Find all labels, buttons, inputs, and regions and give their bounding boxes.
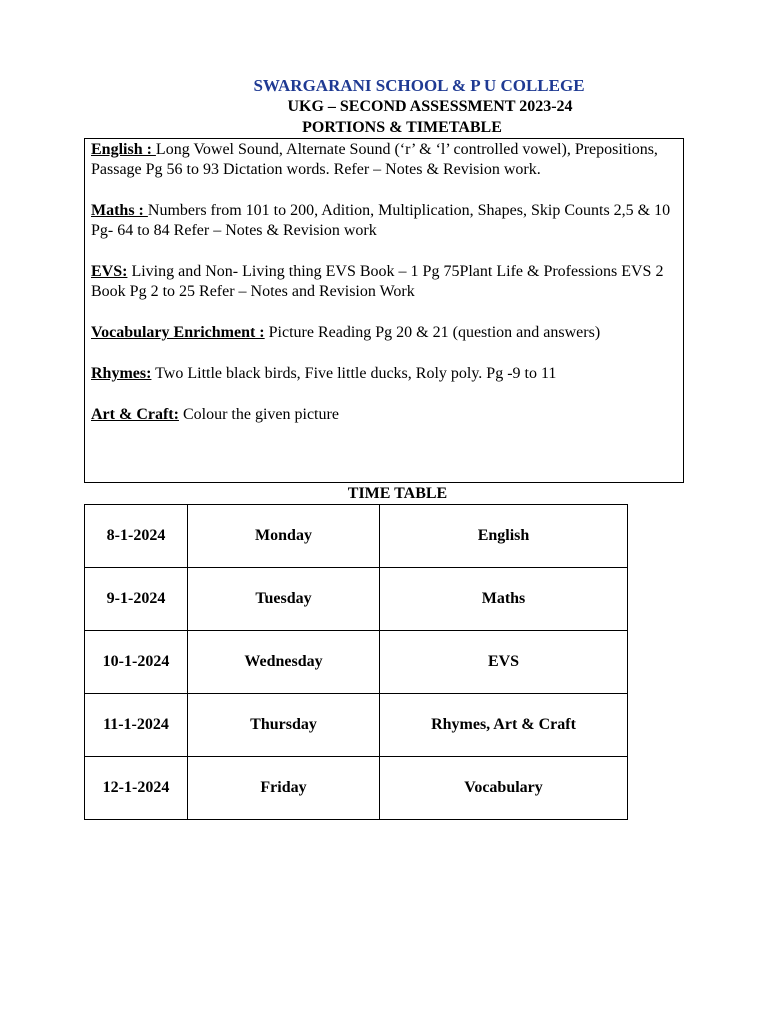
portion-text: Picture Reading Pg 20 & 21 (question and answers) xyxy=(264,324,601,341)
timetable xyxy=(84,504,628,820)
subject-cell: Maths xyxy=(380,568,628,631)
date-cell: 12-1-2024 xyxy=(85,757,188,820)
table-row xyxy=(85,694,628,757)
portion-text: Long Vowel Sound, Alternate Sound (‘r’ & ‘l’ controlled vowel), Prepositions, Passage Pg 56 to 93 Dictation words. Refer – Notes & Revision work. xyxy=(91,141,658,178)
day-cell: Wednesday xyxy=(188,631,380,694)
portion-text: Living and Non- Living thing EVS Book – 1 Pg 75Plant Life & Professions EVS 2 Book Pg 2 to 25 Refer – Notes and Revision Work xyxy=(91,263,664,300)
subject-cell: EVS xyxy=(380,631,628,694)
date-cell: 11-1-2024 xyxy=(85,694,188,757)
timetable-title: TIME TABLE xyxy=(347,485,448,502)
portion-text: Numbers from 101 to 200, Adition, Multiplication, Shapes, Skip Counts 2,5 & 10 Pg- 64 to 84 Refer – Notes & Revision work xyxy=(91,202,671,239)
day-cell: Tuesday xyxy=(188,568,380,631)
portion-label: Maths : xyxy=(91,202,148,219)
subject-cell: Rhymes, Art & Craft xyxy=(380,694,628,757)
portions-title: PORTIONS & TIMETABLE xyxy=(302,119,502,136)
date-cell: 8-1-2024 xyxy=(85,505,188,568)
table-row xyxy=(85,505,628,568)
portion-vocabulary xyxy=(91,323,677,343)
portion-label: EVS: xyxy=(91,263,128,280)
date-cell: 10-1-2024 xyxy=(85,631,188,694)
portion-label: Art & Craft: xyxy=(91,406,179,423)
portion-english xyxy=(91,140,677,180)
portion-evs xyxy=(91,262,677,302)
subject-cell: English xyxy=(380,505,628,568)
day-cell: Friday xyxy=(188,757,380,820)
school-name: SWARGARANI SCHOOL & P U COLLEGE xyxy=(253,76,585,95)
portion-art-craft xyxy=(91,405,677,425)
portion-label: English : xyxy=(91,141,156,158)
subject-cell: Vocabulary xyxy=(380,757,628,820)
assessment-title: UKG – SECOND ASSESSMENT 2023-24 xyxy=(287,98,573,115)
table-row xyxy=(85,631,628,694)
portion-label: Rhymes: xyxy=(91,365,152,382)
day-cell: Thursday xyxy=(188,694,380,757)
day-cell: Monday xyxy=(188,505,380,568)
portion-label: Vocabulary Enrichment : xyxy=(91,324,265,341)
portions-box xyxy=(84,138,684,483)
date-cell: 9-1-2024 xyxy=(85,568,188,631)
table-row xyxy=(85,757,628,820)
table-row xyxy=(85,568,628,631)
portion-text: Colour the given picture xyxy=(178,406,339,423)
portion-text: Two Little black birds, Five little ducks, Roly poly. Pg -9 to 11 xyxy=(151,365,557,382)
portion-maths xyxy=(91,201,677,241)
portion-rhymes xyxy=(91,364,677,384)
